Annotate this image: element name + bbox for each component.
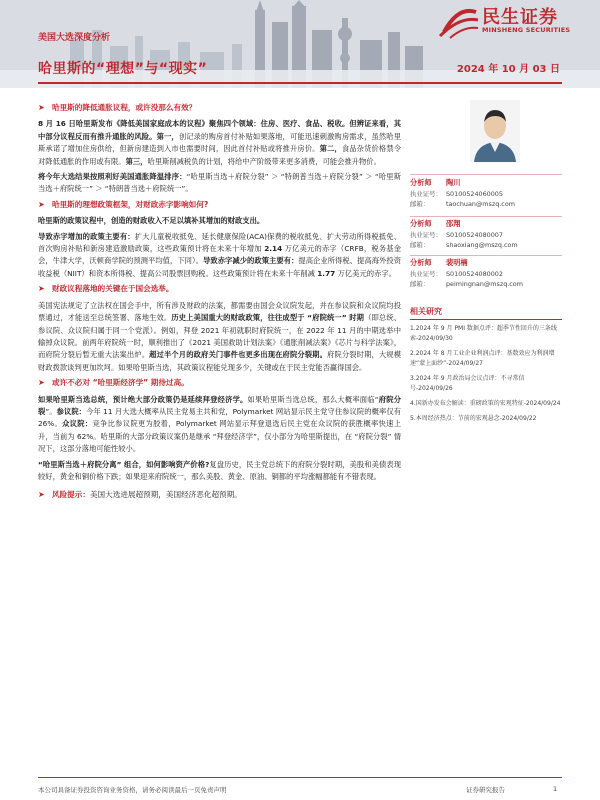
section-heading-text: 哈里斯的理想政策框架，对财政赤字影响如何? bbox=[52, 199, 209, 209]
footer-disclaimer: 本公司具备证券投资咨询业务资格，请务必阅读最后一页免责声明 bbox=[38, 786, 227, 794]
arrow-icon: ➤ bbox=[38, 284, 45, 294]
section-heading bbox=[38, 377, 401, 389]
bold-text: 8 月 16 日哈里斯发布《降低美国家庭成本的议程》聚焦四个领域：住房、医疗、食品、税收。但辨证来看，其中部分议程反而有推升通胀的风险。第一， bbox=[38, 119, 401, 141]
cert-label: 执业证号： bbox=[410, 189, 442, 198]
analyst-card bbox=[410, 219, 562, 251]
body-text: 美国宪法规定了立法权在国会手中，所有涉及财政的法案，都需要由国会众议院发起，并在参议院和众议院均投票通过，才能送至总统签署、落地生效。 bbox=[38, 300, 401, 323]
logo-text: 民生证券 bbox=[482, 7, 558, 28]
cert-number: S0100524060005 bbox=[446, 189, 503, 198]
cert-label: 执业证号： bbox=[410, 269, 442, 278]
analyst-role: 分析师 bbox=[410, 178, 432, 187]
body-text: 食品杂货价格禁令对降低通胀的作用或有限。 bbox=[38, 144, 402, 166]
section-heading bbox=[38, 199, 401, 211]
cert-number: S0100524080002 bbox=[446, 269, 503, 278]
body-text: （即总统、参议院、众议院归属于同一个党派）。例如，拜登 2021 年初就职时府院统一，在 2022 年 11 月的中期选举中输掉众议院。前两年府院统一时，顺利推出了《2021 美国救助计划法案》《通胀削减法案》《芯片与科学法案》，而府院分裂后暂无重大法案出炉。 bbox=[38, 313, 402, 360]
footer-doc-type: 证券研究报告 bbox=[466, 786, 505, 794]
email-label: 邮箱： bbox=[410, 200, 430, 208]
divider bbox=[410, 174, 562, 175]
section-heading-text: 哈里斯的降低通胀议程，或许没那么有效？ bbox=[52, 103, 197, 112]
body-text: 创记录的购房首付补贴如果落地，可能迅速刺激购房需求，虽然哈里斯承诺了增加住房供给，但新房建造到入市也需要时间，因此首付补贴或将推升房价。 bbox=[38, 131, 402, 154]
report-series: 美国大选深度分析 bbox=[38, 33, 111, 43]
body-text: 提高企业所得税、提高海外投资收益税（NIIT）和资本所得税、提高公司股票回购税。这些政策预计将在未来十年削减 bbox=[38, 256, 402, 278]
cert-number: S0100524080007 bbox=[446, 230, 503, 239]
divider bbox=[410, 216, 562, 217]
bold-text: 如果哈里斯当选总统，预计绝大部分政策仍是延续拜登经济学。 bbox=[38, 394, 248, 404]
bold-text: 第三， bbox=[125, 156, 148, 166]
analyst-card bbox=[410, 258, 562, 290]
body-text: 如果哈里斯当选总统，那么大概率面临“ bbox=[247, 394, 379, 404]
bold-number: 2.14 bbox=[264, 244, 283, 254]
bold-text: 参议院： bbox=[56, 406, 87, 416]
header-divider bbox=[38, 82, 562, 84]
paragraph bbox=[38, 300, 401, 374]
paragraph bbox=[38, 231, 401, 281]
paragraph bbox=[38, 459, 401, 484]
analyst-name: 邵翔 bbox=[446, 219, 461, 228]
body-text: 竞争比参议院更为胶着，Polymarket 网站显示拜登退选后民主党在众议院的获胜概率快速上升，当前为 62%。哈里斯的大部分政策议案仍是继承 “拜登经济学”，仅小部分为哈里斯提出，在 “府院分裂” 情况下，这部分落地可能性较小。 bbox=[38, 419, 402, 454]
divider bbox=[410, 255, 562, 256]
main-content bbox=[38, 100, 401, 506]
related-item[interactable]: 5.本周经济热点：节前的宏观悬念-2024/09/22 bbox=[410, 415, 537, 422]
analyst-card bbox=[410, 178, 562, 210]
body-text: 府院分裂时期，大规模财政拨款谈判更加坎坷。如果哈里斯当选，其政策议程能兑现多少，关键或在于民主党能否赢得国会。 bbox=[38, 350, 402, 372]
related-research-heading: 相关研究 bbox=[410, 306, 562, 320]
email-label: 邮箱： bbox=[410, 241, 430, 249]
bold-number: 1.77 bbox=[317, 268, 336, 278]
paragraph bbox=[38, 394, 401, 456]
analyst-role: 分析师 bbox=[410, 219, 432, 228]
analyst-name: 裴明楠 bbox=[446, 258, 468, 267]
page-title: 哈里斯的“理想”与“现实” bbox=[38, 61, 208, 77]
bold-text: 历史上美国重大的财政政策，往往成型于 “府院统一” 时期 bbox=[171, 313, 365, 323]
footer-divider bbox=[38, 777, 562, 778]
body-text: 今年 11 月大选大概率从民主党易主共和党，Polymarket 网站显示民主党守住参议院的概率仅有 26%。 bbox=[38, 406, 402, 429]
logo-subtext: MINSHENG SECURITIES bbox=[482, 26, 571, 34]
related-item[interactable]: 3.2024 年 9 月政治局会议点评：不寻常信号-2024/09/26 bbox=[410, 375, 525, 392]
header-banner bbox=[0, 0, 600, 88]
body-text: 万亿美元的赤字。 bbox=[335, 268, 396, 278]
paragraph: 哈里斯的政策议程中，创造的财政收入不足以填补其增加的财政支出。 bbox=[38, 216, 265, 226]
body-text: 复盘历史，民主党总统下的府院分裂时期，美股和美债表现较好，黄金和铜价格下跌；如果迎来府院统一，那么美股、黄金、原油、铜都的平均涨幅都能有不错表现。 bbox=[38, 459, 401, 481]
bold-text: 第二， bbox=[319, 144, 342, 154]
cert-label: 执业证号： bbox=[410, 230, 442, 239]
bold-text: 将今年大选结果按照利好美国通胀降温排序： bbox=[38, 172, 187, 182]
risk-label: 风险提示： bbox=[52, 490, 90, 500]
bold-text: “哈里斯当选＋府院分离” 组合，如何影响资产价格? bbox=[38, 459, 210, 469]
related-item[interactable]: 4.国新办发布会解读：重磅政策的宏观特征-2024/09/24 bbox=[410, 400, 561, 407]
section-heading bbox=[38, 102, 401, 114]
section-heading bbox=[38, 283, 401, 295]
paragraph bbox=[38, 171, 401, 196]
bold-text: 府院分裂 bbox=[38, 394, 402, 416]
arrow-icon: ➤ bbox=[38, 199, 45, 209]
arrow-icon: ➤ bbox=[38, 103, 45, 112]
bold-text: 导致赤字减少的政策主要有： bbox=[203, 256, 299, 266]
arrow-icon: ➤ bbox=[38, 378, 45, 388]
bold-text: 导致赤字增加的政策主要有： bbox=[38, 231, 135, 241]
paragraph bbox=[38, 118, 401, 168]
section-heading-text: 财政议程落地的关键在于国会选举。 bbox=[52, 284, 174, 294]
body-text: “哈里斯当选＋府院分裂” ＞ “特朗普当选＋府院分裂” ＞ “哈里斯当选＋府院统一” ＞ “特朗普当选＋府院统一”。 bbox=[38, 172, 401, 194]
related-item[interactable]: 1.2024 年 9 月 PMI 数据点评：超季节性回升的三条线索-2024/09/30 bbox=[410, 325, 557, 342]
analyst-role: 分析师 bbox=[410, 258, 432, 267]
related-item[interactable]: 2.2024 年 8 月工业企业利润点评：基数效应为利润增速“蒙上面纱”-2024/09/27 bbox=[410, 350, 555, 367]
body-text: ”。 bbox=[45, 406, 57, 416]
risk-warning bbox=[38, 489, 401, 501]
related-research-list bbox=[410, 324, 562, 429]
analyst-photo bbox=[470, 100, 520, 162]
bold-text: 众议院： bbox=[62, 419, 93, 429]
email-label: 邮箱： bbox=[410, 280, 430, 288]
body-text: 扩大儿童税收抵免、延长健康保险(ACA)保费的税收抵免、扩大劳动所得税抵免、首次购房补贴和新房建造激励政策，这些政策预计将在未来十年增加 bbox=[38, 231, 401, 254]
bold-text: 超过半个月的政府关门事件也更多出现在府院分裂期。 bbox=[149, 350, 328, 360]
risk-text: 美国大选进展超预期，美国经济恶化超预期。 bbox=[89, 490, 242, 500]
analyst-email[interactable]: peimingnan@mszq.com bbox=[446, 280, 523, 288]
arrow-icon: ➤ bbox=[38, 490, 45, 500]
report-date: 2024 年 10 月 03 日 bbox=[456, 64, 560, 75]
body-text: 万亿美元的赤字（CRFB，税务基金会，牛津大学，沃顿商学院的预测平均值，下同）。 bbox=[38, 244, 401, 266]
analyst-name: 陶川 bbox=[446, 178, 461, 187]
page-number: 1 bbox=[553, 785, 558, 793]
analyst-email[interactable]: shaoxiang@mszq.com bbox=[446, 241, 518, 249]
section-heading-text: 或许不必对 “哈里斯经济学” 期待过高。 bbox=[52, 378, 189, 388]
body-text: 哈里斯削减税负的计划，将给中产阶级带来更多消费，可能会推升物价。 bbox=[147, 156, 381, 166]
analyst-email[interactable]: taochuan@mszq.com bbox=[446, 200, 515, 208]
